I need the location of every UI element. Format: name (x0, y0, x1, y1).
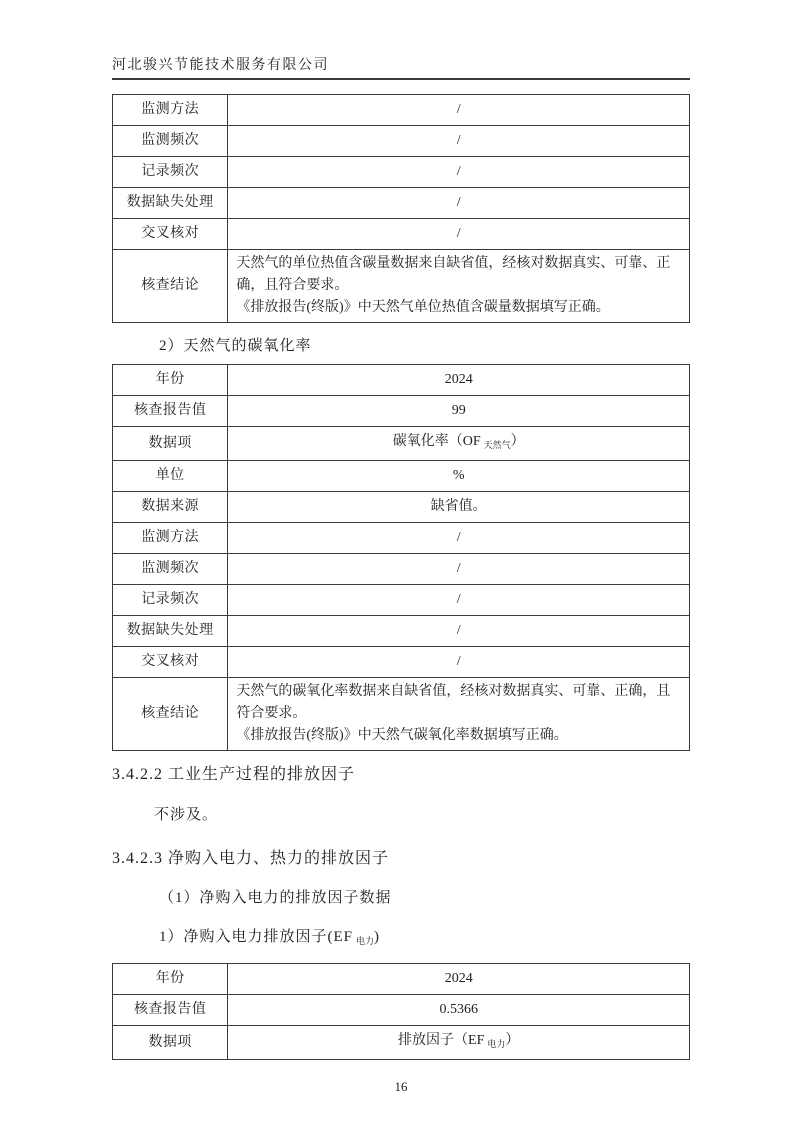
value-text: ） (505, 1033, 520, 1048)
value-subscript: 天然气 (483, 440, 511, 450)
item-heading-electricity-ef (159, 926, 690, 952)
value-text: ） (510, 434, 525, 449)
row-label: 数据缺失处理 (113, 188, 228, 219)
table-row (113, 616, 690, 647)
row-label: 监测方法 (113, 95, 228, 126)
value-subscript: 电力 (487, 1039, 506, 1049)
table-row (113, 427, 690, 461)
row-label: 核查报告值 (113, 396, 228, 427)
table-row (113, 1026, 690, 1060)
table-row (113, 95, 690, 126)
ng-oxidation-rate-table (112, 364, 690, 751)
row-label: 交叉核对 (113, 219, 228, 250)
row-label: 数据项 (113, 427, 228, 461)
item-subscript: 电力 (356, 936, 375, 946)
table-row (113, 523, 690, 554)
row-value: / (228, 219, 690, 250)
row-value: 2024 (228, 964, 690, 995)
value-text: 排放因子（EF (398, 1033, 485, 1048)
table-row (113, 396, 690, 427)
table-row (113, 219, 690, 250)
conclusion-text: 天然气的单位热值含碳量数据来自缺省值，经核对数据真实、可靠、正确，且符合要求。 (236, 256, 671, 293)
section-heading-3-4-2-3: 3.4.2.3 净购入电力、热力的排放因子 (112, 850, 390, 867)
page-number: 16 (394, 1079, 408, 1094)
item-text: ) (374, 929, 381, 945)
table-row (113, 461, 690, 492)
row-label: 监测方法 (113, 523, 228, 554)
row-value: 2024 (228, 365, 690, 396)
conclusion-text: 《排放报告(终版)》中天然气碳氧化率数据填写正确。 (236, 728, 568, 743)
row-value: / (228, 523, 690, 554)
row-value: / (228, 188, 690, 219)
row-value: / (228, 95, 690, 126)
table-row (113, 964, 690, 995)
row-value: / (228, 616, 690, 647)
subsection-heading-electricity-ef-data: （1）净购入电力的排放因子数据 (159, 890, 392, 906)
row-label: 交叉核对 (113, 647, 228, 678)
row-value (228, 1026, 690, 1060)
row-label: 核查结论 (113, 678, 228, 751)
table-row (113, 365, 690, 396)
document-header (112, 0, 690, 80)
row-label: 年份 (113, 365, 228, 396)
row-label: 监测频次 (113, 126, 228, 157)
ng-heat-content-table (112, 94, 690, 323)
conclusion-text: 《排放报告(终版)》中天然气单位热值含碳量数据填写正确。 (236, 300, 610, 315)
row-value (228, 427, 690, 461)
section-heading-3-4-2-2: 3.4.2.2 工业生产过程的排放因子 (112, 766, 356, 783)
page-content (112, 0, 690, 1095)
conclusion-cell (228, 678, 690, 751)
row-label: 核查结论 (113, 250, 228, 323)
row-label: 监测频次 (113, 554, 228, 585)
electricity-ef-table (112, 963, 690, 1060)
row-label: 记录频次 (113, 157, 228, 188)
table-row (113, 188, 690, 219)
row-label: 单位 (113, 461, 228, 492)
row-value: 0.5366 (228, 995, 690, 1026)
table-row-conclusion (113, 678, 690, 751)
row-label: 核查报告值 (113, 995, 228, 1026)
row-label: 年份 (113, 964, 228, 995)
row-label: 数据项 (113, 1026, 228, 1060)
conclusion-text: 天然气的碳氧化率数据来自缺省值，经核对数据真实、可靠、正确，且符合要求。 (236, 684, 671, 721)
table-row (113, 647, 690, 678)
row-value: 缺省值。 (228, 492, 690, 523)
row-value: / (228, 647, 690, 678)
table-row (113, 126, 690, 157)
row-value: 99 (228, 396, 690, 427)
row-value: / (228, 585, 690, 616)
table-row (113, 995, 690, 1026)
table-row (113, 554, 690, 585)
row-label: 数据来源 (113, 492, 228, 523)
section-body-not-involved: 不涉及。 (154, 807, 219, 823)
row-label: 记录频次 (113, 585, 228, 616)
company-name: 河北骏兴节能技术服务有限公司 (112, 55, 690, 80)
table-row (113, 585, 690, 616)
value-text: 碳氧化率（OF (392, 434, 481, 449)
row-value: % (228, 461, 690, 492)
row-value: / (228, 554, 690, 585)
table-row (113, 157, 690, 188)
row-value: / (228, 126, 690, 157)
conclusion-cell (228, 250, 690, 323)
table-row (113, 492, 690, 523)
row-value: / (228, 157, 690, 188)
section-heading-ng-oxidation: 2）天然气的碳氧化率 (159, 338, 312, 354)
item-text: 1）净购入电力排放因子(EF (159, 929, 354, 945)
row-label: 数据缺失处理 (113, 616, 228, 647)
table-row-conclusion (113, 250, 690, 323)
